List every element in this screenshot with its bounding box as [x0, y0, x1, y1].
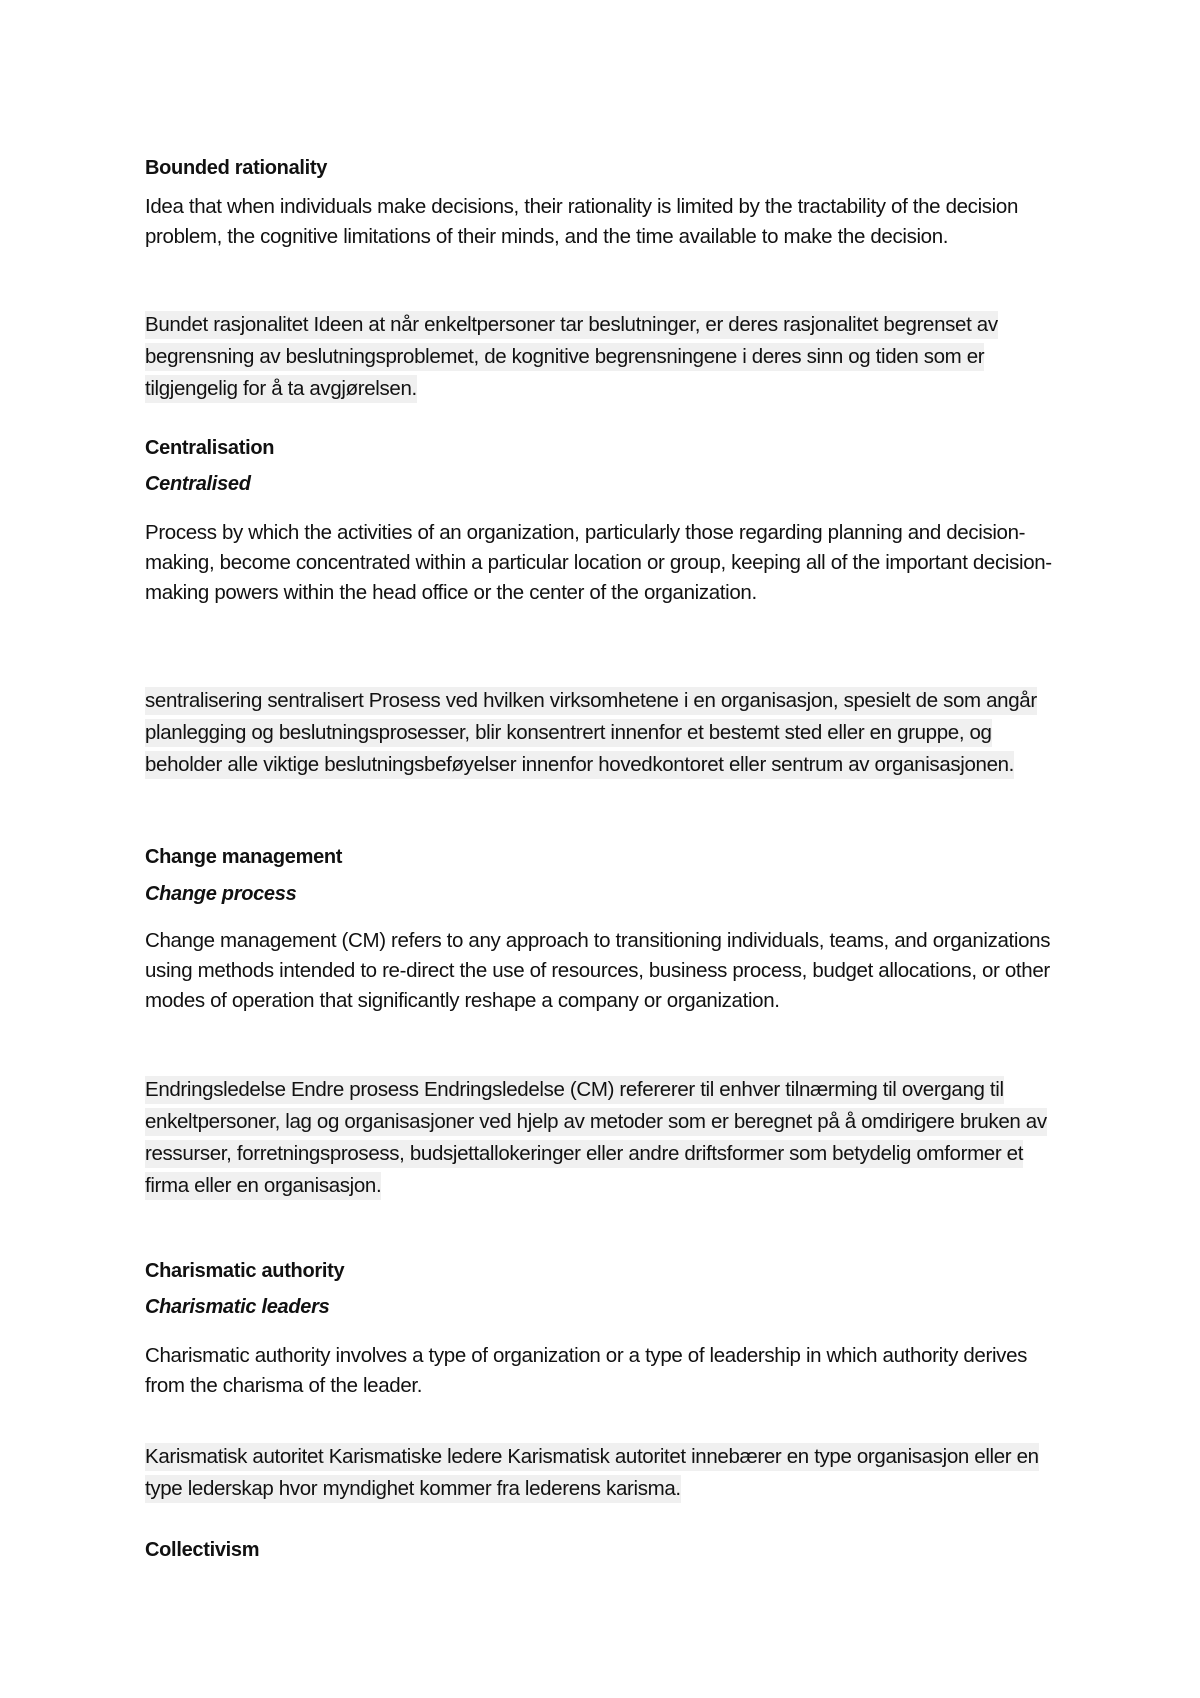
section-title-change-management: Change management [145, 846, 343, 868]
definition-english: Change management (CM) refers to any approach to transitioning individuals, teams, and organizations using methods intended to re-direct the use of resources, business process, budget allocations, or other modes of operation that significantly reshape a company or organization. [145, 929, 1051, 1012]
definition-english: Charismatic authority involves a type of organization or a type of leadership in which authority derives from the charisma of the leader. [145, 1344, 1028, 1397]
translation-highlight: sentralisering sentralisert Prosess ved hvilken virksomhetene i en organisasjon, spesielt de som angår planlegging og beslutningsprosesser, blir konsentrert innenfor et bestemt sted eller en gruppe, og beholder alle viktige beslutningsbeføyelser innenfor hovedkontoret eller sentrum av organisasjonen. [145, 687, 1037, 779]
translation-norwegian [145, 309, 1070, 405]
translation-norwegian [145, 1074, 1070, 1202]
translation-highlight: Karismatisk autoritet Karismatiske ledere Karismatisk autoritet innebærer en type organisasjon eller en type lederskap hvor myndighet kommer fra lederens karisma. [145, 1443, 1039, 1503]
section-title-collectivism: Collectivism [145, 1539, 260, 1561]
translation-highlight: Endringsledelse Endre prosess Endringsledelse (CM) refererer til enhver tilnærming til overgang til enkeltpersoner, lag og organisasjoner ved hjelp av metoder som er beregnet på å omdirigere bruken av ressurser, forretningsprosess, budsjettallokeringer eller andre driftsformer som betydelig omformer et firma eller en organisasjon. [145, 1076, 1047, 1200]
section-title-charismatic-authority: Charismatic authority [145, 1260, 345, 1282]
translation-highlight: Bundet rasjonalitet Ideen at når enkeltpersoner tar beslutninger, er deres rasjonalitet begrenset av begrensning av beslutningsproblemet, de kognitive begrensningene i deres sinn og tiden som er tilgjengelig for å ta avgjørelsen. [145, 311, 998, 403]
section-title-centralisation: Centralisation [145, 437, 275, 459]
section-subtitle-charismatic-leaders: Charismatic leaders [145, 1296, 330, 1318]
section-subtitle-centralised: Centralised [145, 473, 251, 495]
section-title-bounded-rationality: Bounded rationality [145, 157, 328, 179]
translation-norwegian [145, 685, 1070, 781]
translation-norwegian [145, 1441, 1070, 1505]
definition-english: Process by which the activities of an organization, particularly those regarding planning and decision-making, become concentrated within a particular location or group, keeping all of the important decision-making powers within the head office or the center of the organization. [145, 521, 1052, 604]
definition-english: Idea that when individuals make decisions, their rationality is limited by the tractability of the decision problem, the cognitive limitations of their minds, and the time available to make the decision. [145, 195, 1018, 248]
section-subtitle-change-process: Change process [145, 883, 297, 905]
